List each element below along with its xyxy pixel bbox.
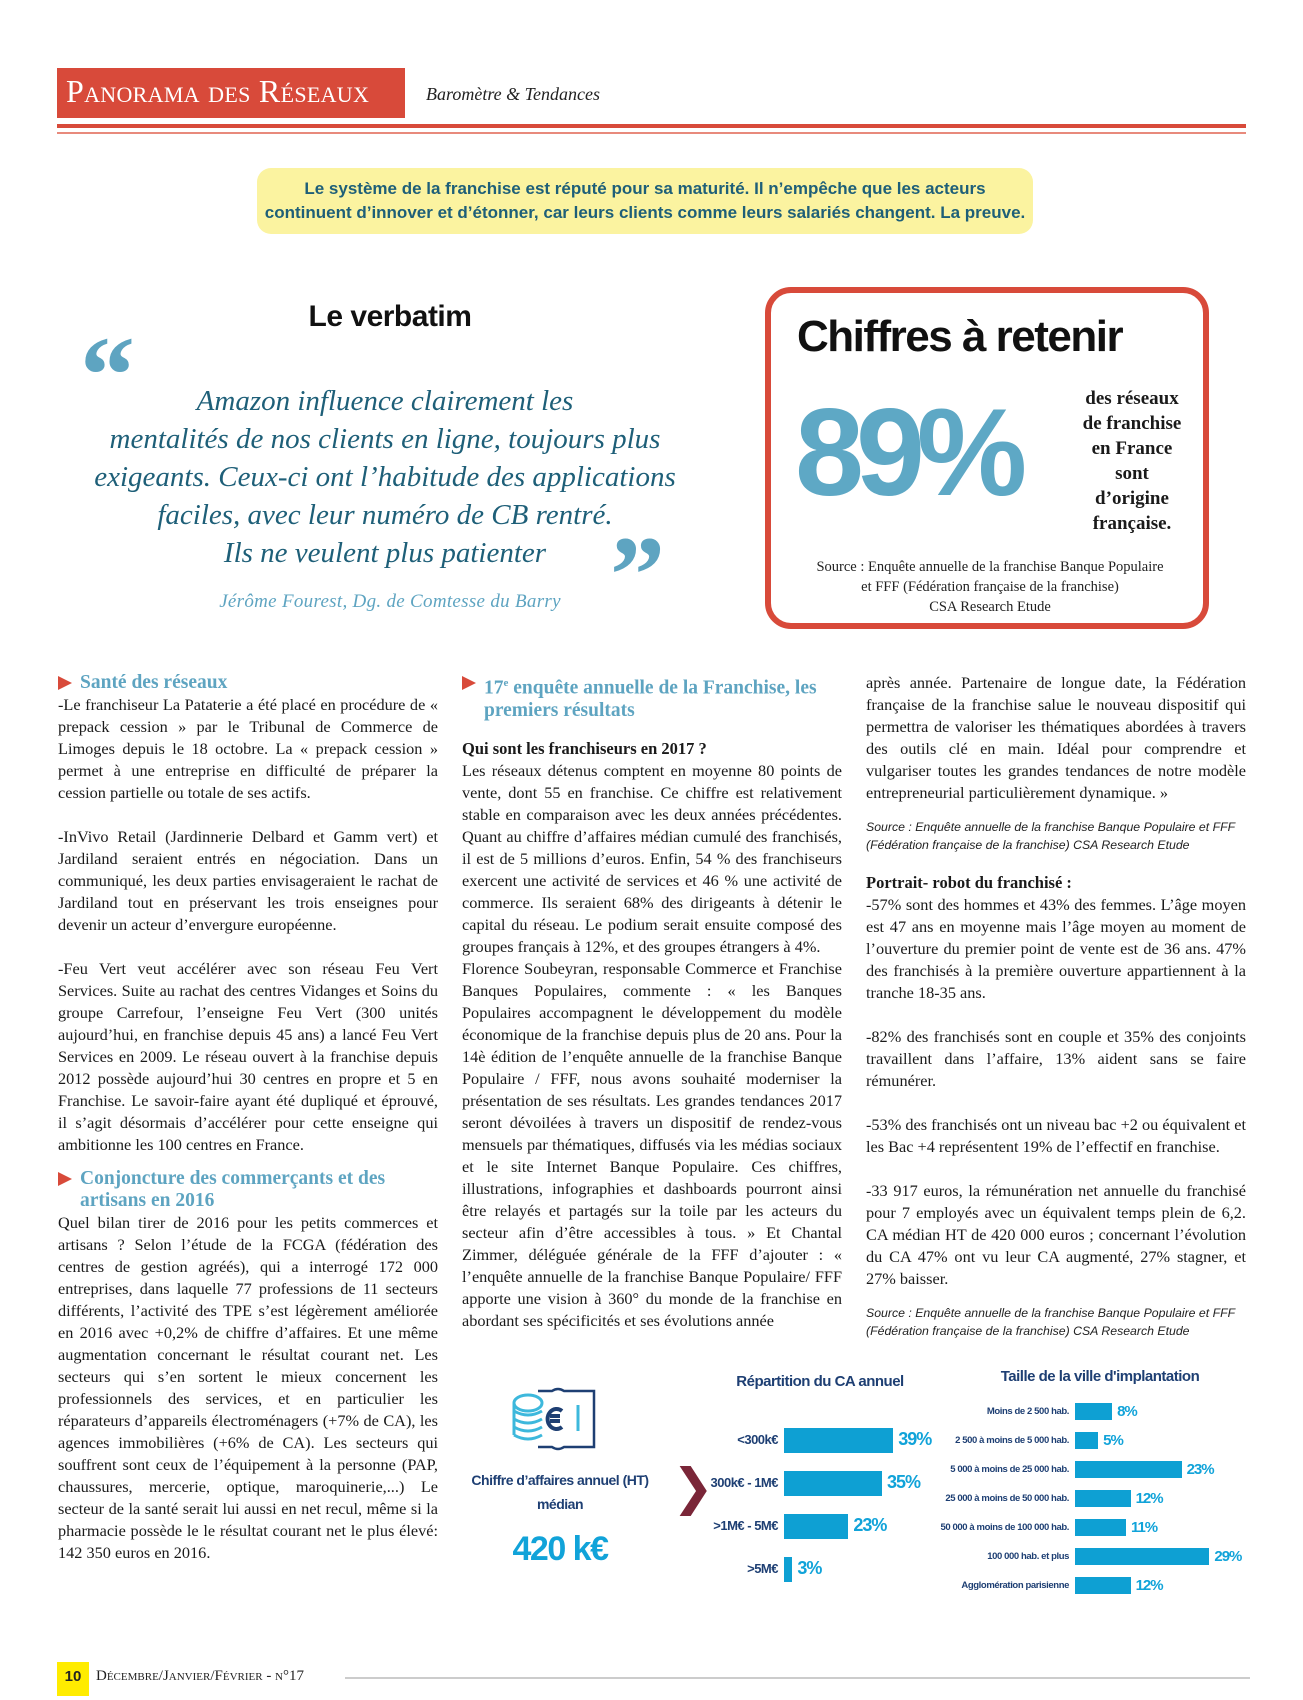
paragraph: Quel bilan tirer de 2016 pour les petits commerces et artisans ? Selon l’étude de la FCGA (fédération des centres de gestion agréés), qui a interrogé 172 000 entreprises, dans laquelle 77 professions de 11 secteurs différents, l’activité des TPE s’est légèrement améliorée en 2016 avec +0,2% de chiffre d’affaires. Et une même augmentation concernant le résultat courant net. Les secteurs qui s’en sortent le mieux concernent les professionnels des services, et en particulier les réparateurs d’appareils électroménagers (+7% de CA), les agences immobilières (+6% de CA). Les secteurs qui souffrent sont ceux de l’équipement à la personne (PAP, chaussures, mercerie, optique, maroquinerie,...) Le secteur de la santé serait lui aussi en net recul, même si la pharmacie possède le le résultat courant net le plus élevé: 142 350 euros en 2016. [58, 1213, 438, 1562]
issue-label: Décembre/Janvier/Février - n°17 [96, 1668, 305, 1684]
heading-sante-des-reseaux [58, 672, 438, 694]
bar [1075, 1461, 1182, 1478]
triangle-bullet-icon [58, 1172, 72, 1186]
bar-label: 50 000 à moins de 100 000 hab. [940, 1522, 1069, 1533]
bar-label: Moins de 2 500 hab. [986, 1406, 1069, 1417]
bar [784, 1557, 792, 1582]
intro-line-1: Le système de la franchise est réputé pour sa maturité. Il n’empêche que les acteurs [304, 179, 986, 198]
paragraph: -Le franchiseur La Pataterie a été placé en procédure de « prepack cession » par le Tribunal de Commerce de Limoges depuis le 18 octobre. La « prepack cession » permet à une entreprise en difficulté de préparer la cession partielle ou totale de ses actifs. [58, 695, 438, 802]
paragraph: Florence Soubeyran, responsable Commerce et Franchise Banques Populaires, commente : « les Banques Populaires accompagnent le développement du modèle économique de la franchise depuis plus de 20 ans. Pour la 14è édition de l’enquête annuelle de la franchise Banque Populaire / FFF, nous avons souhaité moderniser la présentation de ses résultats. Les grandes tendances 2017 seront dévoilées à travers un dispositif de rendez-vous mensuels par thématiques, diffusés via les médias sociaux et le site Internet Banque Populaire. Ces chiffres, illustrations, infographies et dashboards pourront ainsi être relayés et partagés sur la toile par les acteurs du secteur afin d’être accessibles à tous. » Et Chantal Zimmer, déléguée générale de la FFF d’ajouter : « l’enquête annuelle de la franchise Banque Populaire/ FFF apporte une vision à 360° du monde de la franchise en abordant ses spécificités et ses évolutions année [462, 958, 842, 1330]
bar [784, 1514, 848, 1539]
header-rule-thick [57, 124, 1246, 128]
key-figure-source [790, 557, 1190, 617]
paragraph: -82% des franchisés sont en couple et 35% des conjoints travaillent dans l’affaire, 13% aident sans se faire rémunérer. [866, 1027, 1246, 1090]
bar-value-label: 35% [887, 1472, 921, 1492]
bar-label: >1M€ - 5M€ [713, 1518, 778, 1533]
subheading-portrait-robot: Portrait- robot du franchisé : [866, 873, 1072, 892]
bar-value-label: 8% [1117, 1403, 1137, 1420]
source-line: Source : Enquête annuelle de la franchise Banque Populaire et FFF [866, 1306, 1236, 1320]
desc-line: de franchise [1082, 413, 1182, 434]
open-quote-icon: “ [80, 314, 135, 436]
bar [1075, 1519, 1126, 1536]
triangle-bullet-icon [58, 676, 72, 690]
label-line: médian [536, 1496, 583, 1512]
bar-label: 25 000 à moins de 50 000 hab. [945, 1493, 1069, 1504]
bar-label: 2 500 à moins de 5 000 hab. [955, 1435, 1069, 1446]
section-title: Panorama des Réseaux [66, 73, 370, 109]
key-figures-title: Chiffres à retenir [797, 312, 1123, 361]
bar [784, 1428, 893, 1453]
source-note [866, 1304, 1246, 1340]
paragraph: Les réseaux détenus comptent en moyenne 80 points de vente, dont 55 en franchise. Ce chiffre est relativement stable en comparaison avec les deux années précédentes. Quant au chiffre d’affaires médian cumulé des franchisés, il est de 5 millions d’euros. Enfin, 54 % des franchiseurs exercent une activité de services et 46 % une activité de commerce. Ils seraient 68% des dirigeants à détenir le capital du réseau. Le podium serait ensuite composé des groupes français à 12%, et des groupes étrangers à 4%. [462, 760, 842, 956]
label-line: Chiffre d’affaires annuel (HT) [471, 1472, 649, 1488]
bar-value-label: 11% [1130, 1519, 1158, 1536]
bar-label: 100 000 hab. et plus [987, 1551, 1069, 1562]
heading-text: Conjoncture des commerçants et des artisans en 2016 [80, 1168, 386, 1211]
quote-line: mentalités de nos clients en ligne, toujours plus [109, 423, 661, 455]
column-2 [462, 672, 842, 1344]
paragraph: -53% des franchisés ont un niveau bac +2 ou équivalent et les Bac +4 représentent 19% de l’effectif en franchise. [866, 1115, 1246, 1156]
bar-label: <300k€ [737, 1432, 778, 1447]
source-line: Source : Enquête annuelle de la franchise Banque Populaire et FFF [866, 820, 1236, 834]
bar-value-label: 29% [1214, 1548, 1242, 1565]
bar [1075, 1403, 1112, 1420]
bar [1075, 1432, 1098, 1449]
money-euro-icon [510, 1385, 600, 1460]
paragraph: -33 917 euros, la rémunération net annuelle du franchisé pour 7 employés avec un équivalent temps plein de 6,2. CA médian HT de 420 000 euros ; concernant l’évolution du CA 47% ont vu leur CA augmenté, 27% stagner, et 27% baisser. [866, 1181, 1246, 1288]
bar [1075, 1577, 1131, 1594]
desc-line: des réseaux [1085, 388, 1179, 409]
chart-title-repartition: Répartition du CA annuel [736, 1373, 904, 1390]
verbatim-title: Le verbatim [308, 300, 472, 333]
column-3 [866, 672, 1246, 1340]
bar-value-label: 23% [1186, 1461, 1214, 1478]
footer-rule [345, 1677, 1250, 1679]
bar-value-label: 39% [898, 1429, 932, 1449]
subheading-qui-sont: Qui sont les franchiseurs en 2017 ? [462, 738, 707, 758]
chart-title-taille-ville: Taille de la ville d'implantation [1000, 1368, 1200, 1385]
heading-enquete-annuelle [462, 672, 842, 722]
heading-text: Santé des réseaux [80, 672, 228, 693]
bar-label: >5M€ [747, 1561, 778, 1576]
heading-conjoncture [58, 1168, 438, 1212]
source-note [866, 818, 1246, 854]
source-line: (Fédération française de la franchise) CSA Research Etude [866, 1324, 1190, 1338]
source-line: Source : Enquête annuelle de la franchise Banque Populaire [816, 559, 1164, 575]
quote-line: Amazon influence clairement les [196, 385, 574, 417]
section-subtitle: Baromètre & Tendances [426, 84, 600, 104]
bar-value-label: 5% [1103, 1432, 1123, 1449]
bar [1075, 1490, 1131, 1507]
key-figure-description [1068, 386, 1196, 536]
triangle-bullet-icon [462, 676, 476, 690]
header-rule-thin [57, 132, 1246, 134]
column-1 [58, 672, 438, 1564]
bar-label: Agglomération parisienne [961, 1580, 1069, 1591]
quote-line: exigeants. Ceux-ci ont l’habitude des applications [94, 461, 676, 493]
bar [784, 1471, 882, 1496]
heading-text: enquête annuelle de la Franchise, les premiers résultats [484, 677, 817, 721]
source-line: (Fédération française de la franchise) CSA Research Etude [866, 838, 1190, 852]
bar-label: 5 000 à moins de 25 000 hab. [950, 1464, 1069, 1475]
bar [1075, 1548, 1209, 1565]
heading-number: 17 [484, 677, 504, 699]
paragraph: -Feu Vert veut accélérer avec son réseau Feu Vert Services. Suite au rachat des centres Vidanges et Soins du groupe Carrefour, l’enseigne Feu Vert (300 unités aujourd’hui, en franchise depuis 45 ans) a lancé Feu Vert Services en 2009. Le réseau ouvert à la franchise depuis 2012 possède aujourd’hui 30 centres en propre et 5 en Franchise. Le savoir-faire ayant été dupliqué et éprouvé, il s’agit désormais d’accélérer pour cette enseigne qui ambitionne les 100 centres en France. [58, 959, 438, 1154]
intro-line-2: continuent d’innover et d’étonner, car leurs clients comme leurs salariés changent. La preuve. [264, 203, 1026, 222]
desc-line: d’origine [1095, 488, 1169, 509]
desc-line: en France [1091, 438, 1173, 459]
chevron-right-icon: ❯ [672, 1458, 714, 1516]
page-number: 10 [64, 1668, 82, 1685]
desc-line: française. [1092, 513, 1172, 534]
source-line: CSA Research Etude [929, 599, 1051, 615]
quote-line: Ils ne veulent plus patienter [223, 537, 547, 569]
bar-value-label: 12% [1135, 1577, 1163, 1594]
heading-superscript: e [503, 677, 509, 689]
median-revenue-label [460, 1468, 660, 1516]
quote-line: faciles, avec leur numéro de CB rentré. [157, 499, 613, 531]
paragraph: après année. Partenaire de longue date, la Fédération française de la franchise salue le nouveau dispositif qui permettra de valoriser les thématiques abordées à travers des outils clé en main. Idéal pour comprendre et vulgariser toutes les grandes tendances de notre modèle entrepreneurial particulièrement dynamique. » [866, 673, 1246, 802]
intro-callout [257, 168, 1033, 234]
paragraph: -InVivo Retail (Jardinnerie Delbard et Gamm vert) et Jardiland seraient entrés en négociation. Dans un communiqué, les deux parties envisageraient le rachat de Jardiland tout en préservant les trois enseignes pour devenir un acteur d’envergure européenne. [58, 827, 438, 934]
median-revenue-value: 420 k€ [512, 1530, 608, 1568]
source-line: et FFF (Fédération française de la franchise) [861, 579, 1119, 595]
bar-value-label: 23% [853, 1515, 887, 1535]
key-figure-value: 89% [795, 388, 1020, 518]
close-quote-icon: ” [610, 514, 665, 636]
bar-value-label: 12% [1135, 1490, 1163, 1507]
bar-value-label: 3% [797, 1558, 822, 1578]
desc-line: sont [1115, 463, 1149, 484]
verbatim-author: Jérôme Fourest, Dg. de Comtesse du Barry [219, 591, 561, 612]
paragraph: -57% sont des hommes et 43% des femmes. L’âge moyen est 47 ans en moyenne mais l’âge moyen au moment de l’ouverture du premier point de vente est de 36 ans. 47% des franchisés à la première ouverture appartiennent à la tranche 18-35 ans. [866, 895, 1246, 1002]
bar-label: 300k€ - 1M€ [710, 1475, 778, 1490]
